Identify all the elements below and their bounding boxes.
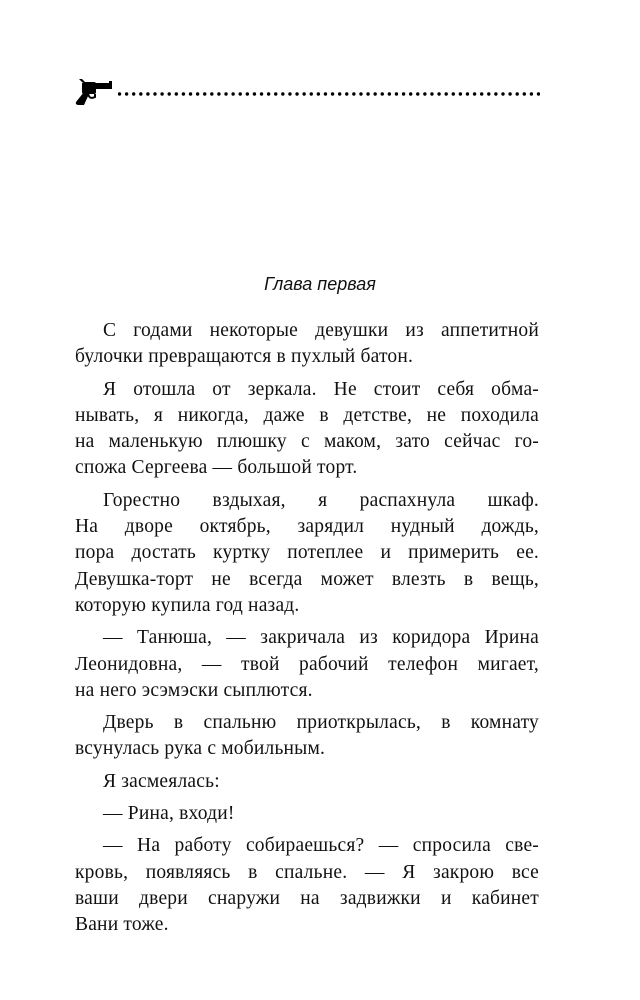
dot [537, 92, 540, 95]
dot [224, 92, 227, 95]
dot [295, 92, 298, 95]
dot [452, 92, 455, 95]
paragraph [75, 318, 539, 371]
dot [168, 92, 171, 95]
dot [310, 92, 313, 95]
text-line: на него эсэмэски сыплются. [75, 679, 313, 701]
dot [189, 92, 192, 95]
dot [508, 92, 511, 95]
dot [501, 92, 504, 95]
dot [139, 92, 142, 95]
paragraph [75, 710, 539, 763]
header-ornament [72, 78, 544, 106]
dot [210, 92, 213, 95]
paragraph [75, 625, 539, 704]
dot [281, 92, 284, 95]
dot [402, 92, 405, 95]
text-line: Девушка-торт не всегда может влезть в вещь, [75, 568, 539, 590]
text-line: ваши двери снаружи на задвижки и кабинет [75, 887, 539, 909]
dot [366, 92, 369, 95]
dot [324, 92, 327, 95]
paragraph [75, 377, 539, 482]
text-line: Леонидовна, — твой рабочий телефон мигает, [75, 653, 539, 675]
dot [146, 92, 149, 95]
dot [473, 92, 476, 95]
dot [515, 92, 518, 95]
text-line: Горестно вздыхая, я распахнула шкаф. [103, 489, 539, 511]
dot [118, 92, 121, 95]
dot [217, 92, 220, 95]
dot [132, 92, 135, 95]
text-line: — На работу собираешься? — спросила све- [103, 835, 539, 857]
text-body [75, 318, 539, 939]
dot [317, 92, 320, 95]
dot [274, 92, 277, 95]
dot [487, 92, 490, 95]
text-line: Я отошла от зеркала. Не стоит себя обма- [103, 378, 539, 400]
text-line: Вани тоже. [75, 914, 169, 936]
text-line: булочки превращаются в пухлый батон. [75, 346, 414, 368]
dot [352, 92, 355, 95]
dot [530, 92, 533, 95]
dot [196, 92, 199, 95]
dot [246, 92, 249, 95]
dot [409, 92, 412, 95]
dot [444, 92, 447, 95]
dot [125, 92, 128, 95]
dot [416, 92, 419, 95]
dot [373, 92, 376, 95]
dot [288, 92, 291, 95]
dot [302, 92, 305, 95]
paragraph [75, 833, 539, 938]
text-line: всунулась рука с мобильным. [75, 738, 326, 760]
dot [331, 92, 334, 95]
text-line: Я засмеялась: [103, 770, 220, 792]
paragraph [75, 801, 539, 827]
dot [381, 92, 384, 95]
dotted-rule [118, 91, 540, 97]
dot [423, 92, 426, 95]
dot [523, 92, 526, 95]
dot [260, 92, 263, 95]
dot [182, 92, 185, 95]
dot [231, 92, 234, 95]
dot [267, 92, 270, 95]
dot [388, 92, 391, 95]
dot [160, 92, 163, 95]
text-line: нывать, я никогда, даже в детстве, не походила [75, 404, 539, 426]
text-line: спожа Сергеева — большой торт. [75, 457, 358, 479]
dot [430, 92, 433, 95]
text-line: кровь, появляясь в спальне. — Я закрою все [75, 861, 539, 883]
text-line: на маленькую плюшку с маком, зато сейчас го- [75, 431, 539, 453]
revolver-icon [72, 78, 114, 106]
dot [175, 92, 178, 95]
text-line: пора достать куртку потеплее и примерить ее. [75, 542, 539, 564]
text-line: С годами некоторые девушки из аппетитной [103, 320, 539, 341]
text-line: — Рина, входи! [103, 803, 235, 825]
paragraph [75, 488, 539, 619]
dot [253, 92, 256, 95]
dot [494, 92, 497, 95]
dot [437, 92, 440, 95]
dot [153, 92, 156, 95]
dot [239, 92, 242, 95]
dot [345, 92, 348, 95]
text-line: которую купила год назад. [75, 594, 300, 616]
paragraph [75, 769, 539, 795]
dot [338, 92, 341, 95]
text-line: Дверь в спальню приоткрылась, в комнату [103, 712, 539, 734]
dot [203, 92, 206, 95]
dot [459, 92, 462, 95]
text-line: — Танюша, — закричала из коридора Ирина [103, 627, 539, 649]
dot [359, 92, 362, 95]
dot [466, 92, 469, 95]
text-line: На дворе октябрь, зарядил нудный дождь, [75, 516, 539, 538]
dot [480, 92, 483, 95]
chapter-title: Глава первая [264, 274, 376, 294]
dot [395, 92, 398, 95]
